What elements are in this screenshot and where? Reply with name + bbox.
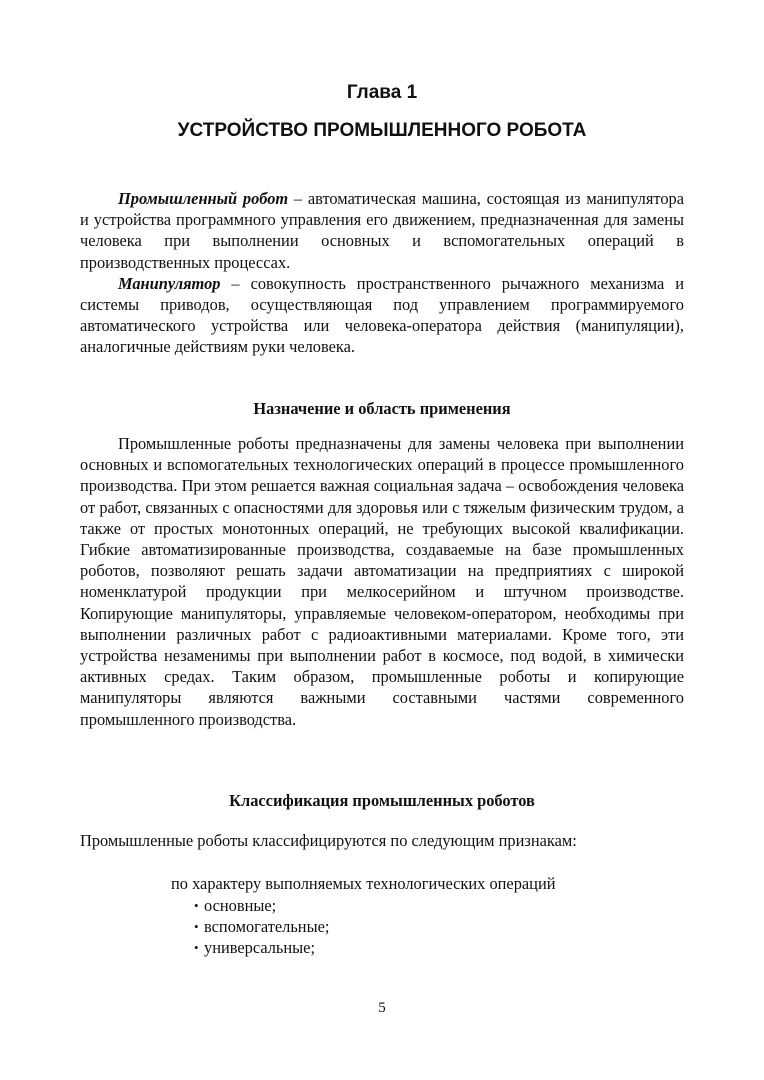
section-purpose-body bbox=[80, 433, 684, 730]
definition-robot bbox=[80, 188, 684, 273]
chapter-label: Глава 1 bbox=[346, 82, 418, 103]
section-heading-classification: Классификация промышленных роботов bbox=[229, 791, 535, 810]
list-item: • вспомогательные; bbox=[194, 917, 330, 936]
section-heading-purpose: Назначение и область применения bbox=[253, 399, 511, 418]
classification-list bbox=[196, 895, 329, 958]
definitions-block bbox=[80, 188, 684, 358]
chapter-title: УСТРОЙСТВО ПРОМЫШЛЕННОГО РОБОТА bbox=[177, 120, 587, 141]
bullet-icon: • bbox=[194, 940, 199, 955]
definition-text: – совокупность пространственного рычажного механизма и системы приводов, осуществляющая под управлением программируемого автоматического устройства или человека-оператора действия (манипуляции), аналогичные действиям руки человека. bbox=[80, 273, 684, 357]
page-number: 5 bbox=[378, 1000, 386, 1016]
classification-group-label: по характеру выполняемых технологических операций bbox=[171, 874, 556, 893]
paragraph: Промышленные роботы предназначены для замены человека при выполнении основных и вспомогательных технологических операций в процессе промышленного производства. При этом решается важная социальная задача – освобождения человека от работ, связанных с опасностями для здоровья или с тяжелым физическим трудом, а также от простых монотонных операций, не требующих высокой квалификации. Гибкие автоматизированные производства, создаваемые на базе промышленных роботов, позволяют решать задачи автоматизации на предприятиях с широкой номенклатурой продукции при мелкосерийном и штучном производстве. Копирующие манипуляторы, управляемые человеком-оператором, необходимы при выполнении различных работ с радиоактивными материалами. Кроме того, эти устройства незаменимы при выполнении работ в космосе, под водой, в химически активных средах. Таким образом, промышленные роботы и копирующие манипуляторы являются важными составными частями современного промышленного производства. bbox=[80, 434, 684, 729]
definition-text: – автоматическая машина, состоящая из манипулятора и устройства программного управления его движением, предназначенная для замены человека при выполнении основных и вспомогательных операций в производственных процессах. bbox=[80, 189, 684, 272]
list-item: • универсальные; bbox=[194, 938, 316, 957]
bullet-icon: • bbox=[194, 919, 199, 934]
bullet-icon: • bbox=[194, 898, 199, 913]
definition-term: Манипулятор bbox=[118, 273, 221, 293]
classification-intro: Промышленные роботы классифицируются по следующим признакам: bbox=[80, 831, 577, 850]
definition-manipulator bbox=[80, 273, 684, 358]
list-item: • основные; bbox=[194, 896, 277, 915]
definition-term: Промышленный робот bbox=[118, 189, 289, 208]
